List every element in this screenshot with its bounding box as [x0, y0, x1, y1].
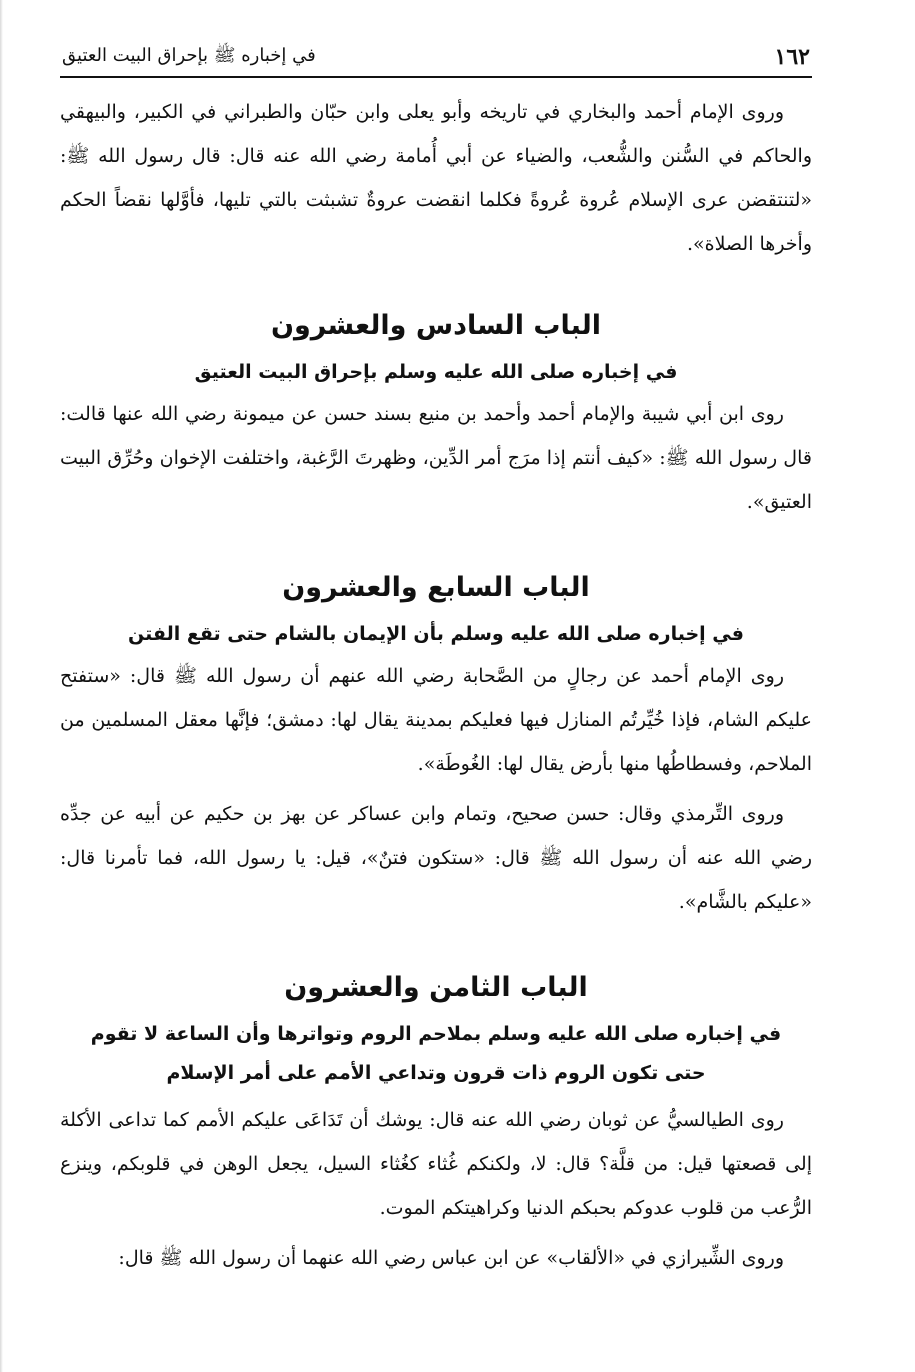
chapter-title: الباب الثامن والعشرون [284, 972, 588, 1003]
chapter-title: الباب السابع والعشرون [282, 572, 590, 603]
chapter-paragraph: وروى التِّرمذي وقال: حسن صحيح، وتمام وابن عساكر عن بهز بن حكيم عن أبيه عن جدِّه رضي الله عنه أن رسول الله ﷺ قال: «ستكون فتنٌ»، قيل: يا رسول الله، فما تأمرنا قال: «عليكم بالشَّام». [60, 803, 812, 913]
chapter-subtitle-line: حتى تكون الروم ذات قرون وتداعي الأمم على أمر الإسلام [166, 1062, 706, 1084]
chapter-title: الباب السادس والعشرون [270, 310, 602, 341]
chapter-subtitle: في إخباره صلى الله عليه وسلم بإحراق البيت العتيق [194, 361, 678, 383]
page-number: ١٦٢ [774, 44, 810, 70]
chapter-subtitle: في إخباره صلى الله عليه وسلم بأن الإيمان بالشام حتى تقع الفتن [128, 623, 744, 645]
chapter-paragraph: روى الإمام أحمد عن رجالٍ من الصَّحابة رضي الله عنهم أن رسول الله ﷺ قال: «ستفتح عليكم الشام، فإذا خُيِّرتُم المنازل فيها فعليكم بمدينة يقال لها: دمشق؛ فإنَّها معقل المسلمين من الملاحم، وفسطاطُها منها بأرض يقال لها: الغُوطَة». [60, 665, 812, 775]
chapter-subtitle-line: في إخباره صلى الله عليه وسلم بملاحم الروم وتواترها وأن الساعة لا تقوم [90, 1023, 782, 1045]
book-page [60, 34, 812, 1280]
chapter-27 [60, 562, 812, 924]
intro-paragraph: وروى الإمام أحمد والبخاري في تاريخه وأبو يعلى وابن حبّان والطبراني في الكبير، والبيهقي والحاكم في السُّنن والشُّعب، والضياء عن أبي أُمامة رضي الله عنه قال: قال رسول الله ﷺ: «لتنتقضن عرى الإسلام عُروة عُروةً فكلما انقضت عروةٌ تشبثت بالتي تليها، فأوَّلها نقضاً الحكم وأخرها الصلاة». [60, 101, 812, 255]
chapter-paragraph: روى ابن أبي شيبة والإمام أحمد وأحمد بن منيع بسند حسن عن ميمونة رضي الله عنها قالت: قال رسول الله ﷺ: «كيف أنتم إذا مرَج أمر الدِّين، وظهرتَ الرَّغبة، واختلفت الإخوان وحُرِّق البيت العتيق». [60, 403, 812, 513]
chapter-paragraph: وروى الشِّيرازي في «الألقاب» عن ابن عباس رضي الله عنهما أن رسول الله ﷺ قال: [118, 1247, 784, 1269]
chapter-28 [60, 962, 812, 1280]
chapter-paragraph: روى الطيالسيُّ عن ثوبان رضي الله عنه قال: يوشك أن تَدَاعَى عليكم الأمم كما تداعى الأكلة إلى قصعتها قيل: من قلَّة؟ قال: لا، ولكنكم غُثاء كغُثاء السيل، يجعل الوهن في قلوبكم، وينزع الرُّعب من قلوب عدوكم بحبكم الدنيا وكراهيتكم الموت. [60, 1109, 812, 1219]
running-title: في إخباره ﷺ بإحراق البيت العتيق [62, 45, 316, 66]
chapter-subtitle-block [60, 1014, 812, 1092]
page-crease-shadow [0, 0, 3, 1372]
chapter-26 [60, 300, 812, 524]
running-header [60, 34, 812, 78]
